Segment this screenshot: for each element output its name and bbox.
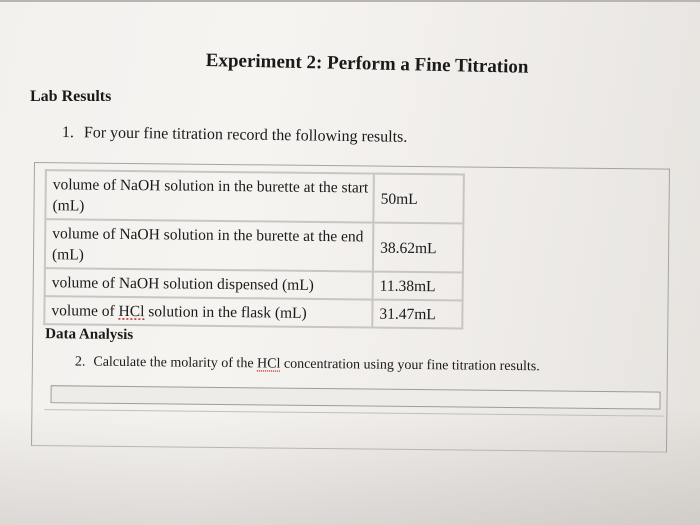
table-row bbox=[45, 170, 463, 223]
answer-input[interactable] bbox=[50, 385, 660, 409]
hcl-volume-label bbox=[44, 296, 372, 327]
hcl-term: HCl bbox=[118, 302, 145, 321]
end-volume-value[interactable]: 38.62mL bbox=[373, 223, 464, 273]
data-analysis-heading: Data Analysis bbox=[45, 326, 134, 344]
table-row bbox=[45, 219, 463, 272]
dispensed-volume-value[interactable]: 11.38mL bbox=[373, 272, 463, 301]
question-1 bbox=[62, 124, 408, 147]
start-volume-value[interactable]: 50mL bbox=[373, 174, 464, 224]
end-volume-label: volume of NaOH solution in the burette at the end (mL) bbox=[45, 219, 373, 271]
hcl-volume-label-end: solution in the flask (mL) bbox=[144, 303, 307, 322]
answer-area bbox=[44, 409, 664, 448]
question-1-number: 1. bbox=[61, 124, 74, 142]
table-row bbox=[45, 268, 463, 300]
page-title: Experiment 2: Perform a Fine Titration bbox=[205, 50, 529, 78]
results-table bbox=[43, 169, 465, 329]
results-container bbox=[31, 162, 670, 453]
top-border bbox=[0, 0, 700, 2]
question-1-text: For your fine titration record the following results. bbox=[83, 124, 408, 146]
question-2-text-end: concentration using your fine titration results. bbox=[280, 356, 540, 375]
question-2-number: 2. bbox=[74, 354, 86, 370]
question-2 bbox=[75, 354, 540, 375]
hcl-volume-value[interactable]: 31.47mL bbox=[372, 300, 462, 329]
table-row bbox=[44, 296, 462, 328]
hcl-term: HCl bbox=[256, 356, 281, 372]
start-volume-label: volume of NaOH solution in the burette at the start (mL) bbox=[45, 170, 373, 222]
question-2-text-start: Calculate the molarity of the bbox=[93, 354, 258, 372]
hcl-volume-label-start: volume of bbox=[51, 302, 119, 320]
lab-results-heading: Lab Results bbox=[30, 88, 112, 105]
dispensed-volume-label: volume of NaOH solution dispensed (mL) bbox=[45, 268, 373, 299]
